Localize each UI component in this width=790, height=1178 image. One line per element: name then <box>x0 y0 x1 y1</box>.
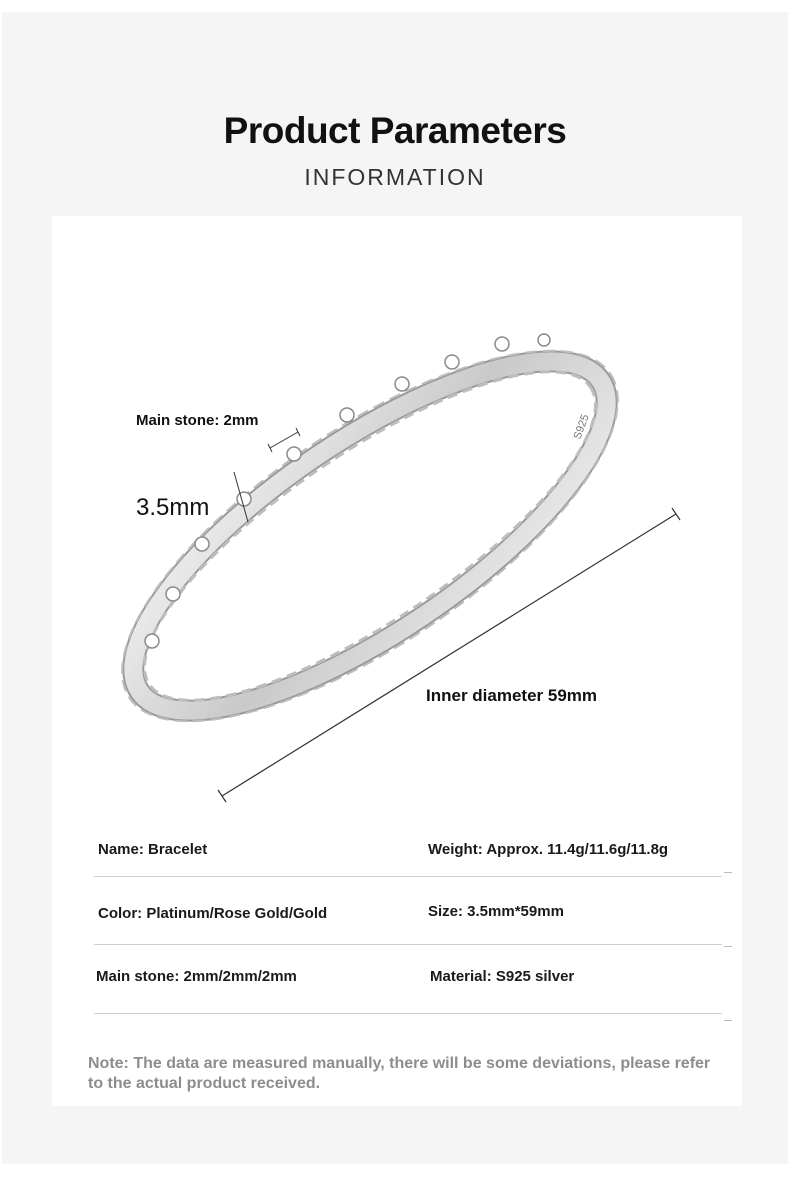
spec-weight: Weight: Approx. 11.4g/11.6g/11.8g <box>428 841 669 858</box>
stone-icon <box>145 634 159 648</box>
inner-diameter-label: Inner diameter 59mm <box>426 686 598 705</box>
stone-icon <box>445 355 459 369</box>
diameter-dimension-line <box>218 508 680 802</box>
stone-icon <box>237 492 251 506</box>
divider-tick <box>724 872 732 873</box>
stone-icon <box>495 337 509 351</box>
main-stone-label: Main stone: 2mm <box>136 412 259 429</box>
stone-icon <box>538 334 550 346</box>
stone-icon <box>395 377 409 391</box>
stone-icon <box>195 537 209 551</box>
spec-main-stone: Main stone: 2mm/2mm/2mm <box>96 968 297 985</box>
stone-icon <box>166 587 180 601</box>
measurement-note: Note: The data are measured manually, there will be some deviations, please refer to the actual product received. <box>88 1055 711 1092</box>
spec-size: Size: 3.5mm*59mm <box>428 903 564 920</box>
spec-material: Material: S925 silver <box>430 968 575 985</box>
stone-icon <box>287 447 301 461</box>
stone-icon <box>340 408 354 422</box>
width-label: 3.5mm <box>136 494 210 521</box>
bracelet-image <box>69 284 671 787</box>
parameters-card <box>52 216 742 1106</box>
s925-stamp: S925 <box>571 412 592 442</box>
page-title: Product Parameters <box>223 110 567 151</box>
page-subtitle: INFORMATION <box>304 164 486 190</box>
divider <box>94 1013 722 1014</box>
divider-tick <box>724 946 732 947</box>
spec-name: Name: Bracelet <box>98 841 208 858</box>
divider <box>94 944 722 945</box>
page-background <box>2 12 788 1164</box>
divider-tick <box>724 1020 732 1021</box>
divider <box>94 876 722 877</box>
spec-color: Color: Platinum/Rose Gold/Gold <box>98 905 328 922</box>
